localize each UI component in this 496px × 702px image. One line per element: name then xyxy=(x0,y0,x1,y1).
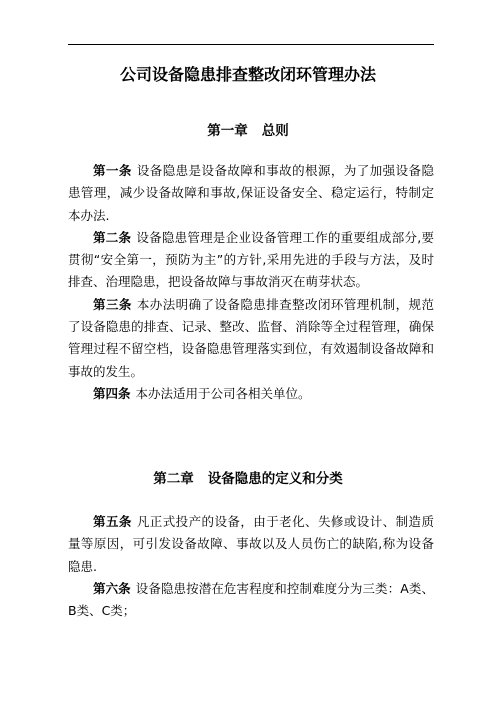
chapter-1-body xyxy=(68,160,434,405)
article-text: 凡正式投产的设备，由于老化、失修或设计、制造质量等原因，可引发设备故障、事故以及人员伤亡的缺陷,称为设备隐患. xyxy=(68,514,434,574)
article-paragraph xyxy=(68,227,434,294)
chapter-heading-2 xyxy=(0,470,496,488)
chapter-heading-1 xyxy=(0,122,496,140)
chapter-2-body xyxy=(68,511,434,622)
article-label: 第三条 xyxy=(93,296,132,312)
article-text: 设备隐患按潜在危害程度和控制难度分为三类：A类、B类、C类； xyxy=(68,580,434,619)
article-label: 第四条 xyxy=(93,385,131,401)
article-text: 本办法明确了设备隐患排查整改闭环管理机制，规范了设备隐患的排查、记录、整改、监督、消除等全过程管理，确保管理过程不留空档，设备隐患管理落实到位，有效遏制设备故障和事故的发生。 xyxy=(68,296,434,379)
article-paragraph xyxy=(68,294,434,383)
article-paragraph xyxy=(68,578,434,623)
article-text: 设备隐患是设备故障和事故的根源，为了加强设备隐患管理，减少设备故障和事故,保证设备安全、稳定运行，特制定本办法. xyxy=(68,163,434,223)
chapter-name: 总则 xyxy=(261,123,289,139)
article-paragraph xyxy=(68,383,434,405)
article-label: 第六条 xyxy=(93,580,131,596)
article-text: 设备隐患管理是企业设备管理工作的重要组成部分,要贯彻“安全第一，预防为主”的方针,采用先进的手段与方法，及时排查、治理隐患，把设备故障与事故消灭在萌芽状态。 xyxy=(68,229,434,290)
article-label: 第二条 xyxy=(93,229,132,245)
article-label: 第五条 xyxy=(93,514,132,529)
article-label: 第一条 xyxy=(93,163,132,178)
document-title: 公司设备隐患排查整改闭环管理办法 xyxy=(119,65,376,84)
article-text: 本办法适用于公司各相关单位。 xyxy=(135,385,311,401)
header-rule xyxy=(68,44,434,45)
chapter-number: 第一章 xyxy=(207,123,248,139)
article-paragraph xyxy=(68,511,434,578)
article-paragraph xyxy=(68,160,434,227)
chapter-number: 第二章 xyxy=(153,471,194,487)
chapter-name: 设备隐患的定义和分类 xyxy=(207,471,343,487)
